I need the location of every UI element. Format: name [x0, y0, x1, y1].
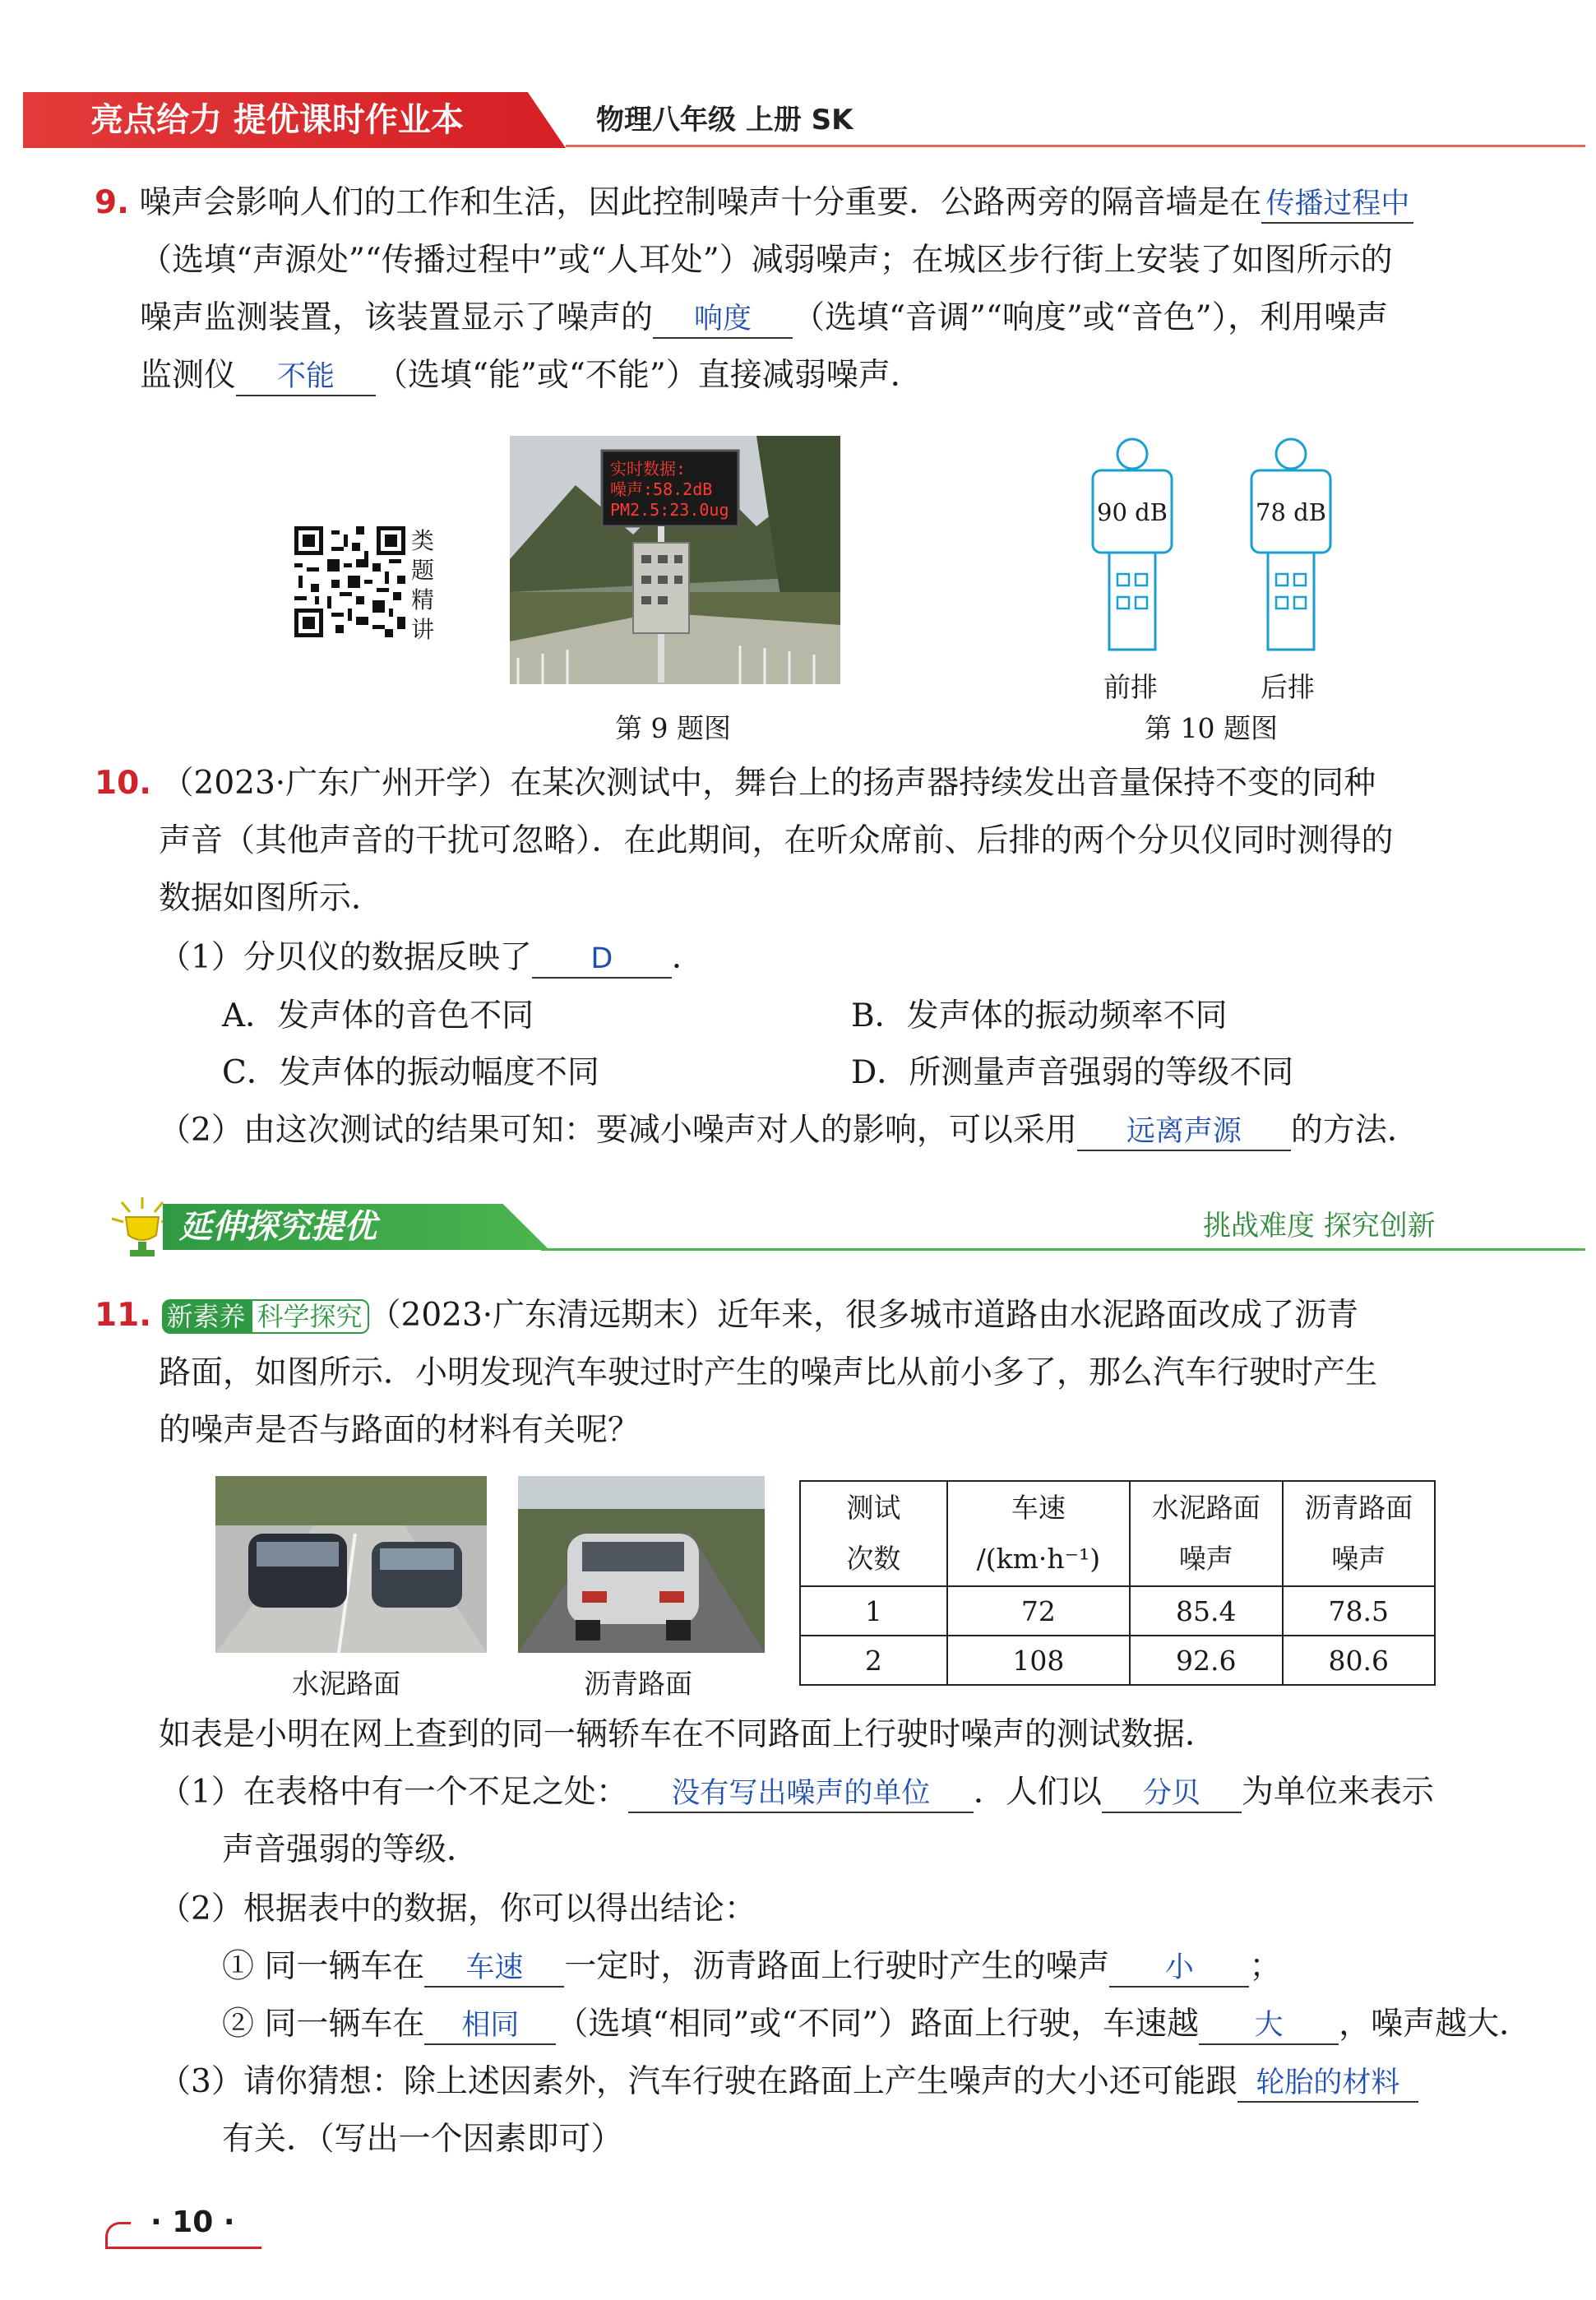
answer-blank: 分贝: [1102, 1775, 1242, 1813]
back-row-meter: [1248, 436, 1339, 658]
text: （1）分贝仪的数据反映了: [159, 939, 532, 976]
answer-blank: 远离声源: [1077, 1113, 1291, 1151]
front-row-meter: [1089, 436, 1180, 658]
answer-blank: 响度: [653, 301, 793, 339]
figure-10-caption: 第 10 题图: [1145, 712, 1278, 744]
display-line-2: 噪声:58.2dB: [610, 479, 713, 499]
text: 声音强弱的等级．: [222, 1831, 479, 1868]
noise-monitor-photo: [510, 436, 840, 684]
text: 如表是小明在网上查到的同一辆轿车在不同路面上行驶时噪声的测试数据．: [159, 1716, 1218, 1753]
section-banner: [97, 1194, 1495, 1260]
text: （3）请你猜想：除上述因素外，汽车行驶在路面上产生噪声的大小还可能跟: [159, 2063, 1237, 2100]
question-number: 11.: [95, 1297, 152, 1334]
text: （2）由这次测试的结果可知：要减小噪声对人的影响，可以采用: [159, 1112, 1077, 1149]
back-meter-reading: 78 dB: [1256, 498, 1326, 526]
text: （2）根据表中的数据，你可以得出结论：: [159, 1890, 756, 1927]
front-row-label: 前排: [1103, 671, 1158, 703]
table-cell: 85.4: [1130, 1586, 1282, 1636]
text: 噪声监测装置，该装置显示了噪声的: [140, 299, 654, 336]
text: （2023·广东清远期末）近年来，很多城市道路由水泥路面改成了沥青: [368, 1297, 1359, 1334]
page-number-text: · 10 ·: [150, 2205, 235, 2239]
table-header: 测试 次数: [800, 1481, 947, 1586]
answer-blank: 传播过程中: [1261, 186, 1413, 224]
tag-science-inquiry: 科学探究: [251, 1299, 369, 1334]
text: （选填“音调”“响度”或“音色”），利用噪声: [793, 299, 1389, 336]
back-row-label: 后排: [1261, 671, 1315, 703]
table-row: [800, 1586, 1435, 1636]
text: ② 同一辆车在: [222, 2006, 425, 2043]
table-header: 水泥路面 噪声: [1130, 1481, 1282, 1586]
table-cell: 80.6: [1283, 1636, 1436, 1685]
asphalt-road-photo: [518, 1476, 765, 1653]
page-number: [105, 2205, 261, 2255]
text: ① 同一辆车在: [222, 1948, 425, 1985]
book-title: 亮点给力 提优课时作业本: [90, 101, 464, 139]
qr-code[interactable]: [294, 526, 405, 637]
section-title: 延伸探究提优: [179, 1208, 377, 1246]
question-number: 10.: [95, 765, 152, 802]
answer-blank: 轮胎的材料: [1237, 2065, 1418, 2103]
text: 的噪声是否与路面的材料有关呢？: [159, 1412, 641, 1449]
answer-blank: 没有写出噪声的单位: [628, 1775, 974, 1813]
display-line-1: 实时数据:: [610, 459, 687, 479]
text: 数据如图所示．: [159, 880, 384, 917]
option-a: A．发声体的音色不同: [222, 997, 534, 1034]
display-line-3: PM2.5:23.0ug: [610, 500, 729, 520]
noise-data-table: [799, 1480, 1436, 1686]
answer-blank: D: [532, 941, 672, 979]
tag-new-literacy: 新素养: [162, 1299, 251, 1334]
text: 路面，如图所示．小明发现汽车驶过时产生的噪声比从前小多了，那么汽车行驶时产生: [159, 1354, 1378, 1391]
answer-blank: 不能: [236, 359, 376, 396]
table-cell: 1: [800, 1586, 947, 1636]
cement-road-caption: 水泥路面: [292, 1668, 400, 1700]
text: 声音（其他声音的干扰可忽略）．在此期间，在听众席前、后排的两个分贝仪同时测得的: [159, 822, 1394, 859]
table-cell: 108: [947, 1636, 1130, 1685]
asphalt-road-caption: 沥青路面: [584, 1668, 692, 1700]
text: （2023·广东广州开学）在某次测试中，舞台上的扬声器持续发出音量保持不变的同种: [161, 765, 1376, 802]
answer-blank: 相同: [424, 2007, 556, 2045]
text: （选填“声源处”“传播过程中”或“人耳处”）减弱噪声；在城区步行街上安装了如图所示的: [140, 242, 1393, 279]
table-header: 车速 /(km·h⁻¹): [947, 1481, 1130, 1586]
cement-road-photo: [215, 1476, 487, 1653]
text: 的方法．: [1290, 1112, 1419, 1149]
figure-9-caption: 第 9 题图: [615, 712, 731, 744]
section-subtitle: 挑战难度 探究创新: [1203, 1210, 1436, 1243]
text: ．人们以: [973, 1774, 1102, 1811]
question-number: 9.: [95, 184, 129, 221]
text: （选填“相同”或“不同”）路面上行驶，车速越: [556, 2006, 1200, 2043]
header-rule: [566, 145, 1585, 147]
option-c: C．发声体的振动幅度不同: [222, 1054, 599, 1091]
text: 为单位来表示: [1241, 1774, 1434, 1811]
table-cell: 72: [947, 1586, 1130, 1636]
front-meter-reading: 90 dB: [1097, 498, 1168, 526]
subject-label: 物理八年级 上册 SK: [596, 104, 854, 137]
text: ．: [671, 939, 704, 976]
text: ，噪声越大．: [1339, 2006, 1532, 2043]
table-header: 沥青路面 噪声: [1283, 1481, 1436, 1586]
option-b: B．发声体的振动频率不同: [851, 997, 1228, 1034]
qr-label: 类题精讲: [411, 527, 435, 643]
option-d: D．所测量声音强弱的等级不同: [851, 1054, 1294, 1091]
text: 监测仪: [140, 357, 237, 394]
text: ；: [1249, 1948, 1282, 1985]
text: （1）在表格中有一个不足之处：: [159, 1774, 628, 1811]
answer-blank: 大: [1199, 2007, 1339, 2045]
table-row: [800, 1636, 1435, 1685]
text: 噪声会影响人们的工作和生活，因此控制噪声十分重要．公路两旁的隔音墙是在: [139, 184, 1262, 221]
table-cell: 78.5: [1283, 1586, 1436, 1636]
table-cell: 2: [800, 1636, 947, 1685]
text: （选填“能”或“不能”）直接减弱噪声．: [376, 357, 923, 394]
answer-blank: 车速: [424, 1950, 564, 1988]
text: 一定时，沥青路面上行驶时产生的噪声: [564, 1948, 1110, 1985]
answer-blank: 小: [1109, 1950, 1249, 1988]
text: 有关．（写出一个因素即可）: [222, 2121, 623, 2158]
table-cell: 92.6: [1130, 1636, 1282, 1685]
